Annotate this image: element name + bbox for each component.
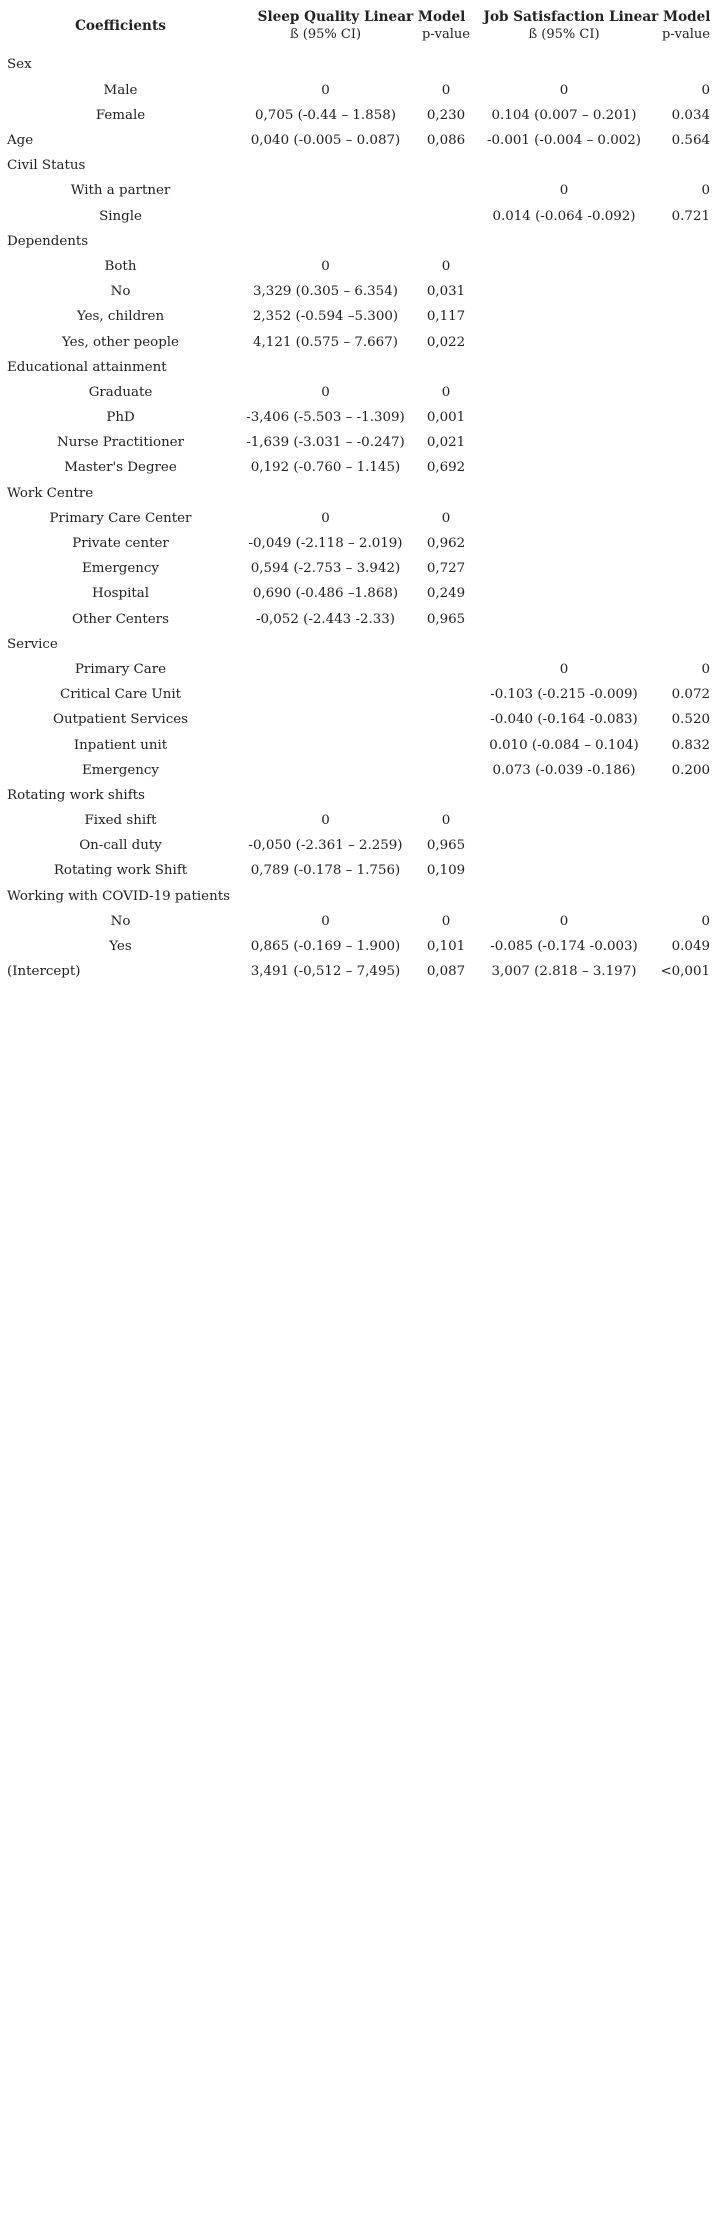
sleep-beta-ci-cell: 0 (321, 258, 330, 274)
row-label: Private center (72, 536, 169, 552)
job-p-value-cell: 0.832 (671, 737, 710, 753)
job-beta-ci-cell (482, 581, 646, 606)
table-row (0, 934, 712, 959)
section-label: Service (7, 636, 58, 652)
job-beta-ci-cell (482, 254, 646, 279)
sleep-p-value-cell (410, 657, 482, 682)
sleep-beta-ci-cell: 0 (321, 82, 330, 98)
job-beta-ci-cell (482, 556, 646, 581)
table-row (0, 531, 712, 556)
table-row (0, 808, 712, 833)
sleep-beta-ci-cell: 0,594 (-2.753 – 3.942) (250, 561, 401, 577)
job-p-value-cell: 0.049 (671, 939, 710, 955)
sleep-beta-ci-cell: -1,639 (-3.031 – -0.247) (246, 435, 405, 451)
row-label: Critical Care Unit (60, 687, 181, 703)
row-label: Female (95, 107, 146, 123)
sleep-p-value-cell: 0 (441, 258, 451, 274)
sleep-beta-ci-cell: 0,690 (-0.486 –1.868) (252, 586, 399, 602)
job-p-value-cell: 0 (701, 183, 710, 199)
table-row (0, 329, 712, 354)
job-beta-ci-cell: 0.104 (0.007 – 0.201) (491, 107, 637, 123)
sleep-beta-ci-cell: -0,050 (-2.361 – 2.259) (248, 838, 403, 854)
job-p-value-cell (646, 254, 712, 279)
job-p-value-cell: <0,001 (660, 964, 710, 980)
table-row (0, 758, 712, 783)
sleep-beta-ci-cell (241, 178, 410, 203)
table-body (0, 52, 712, 984)
sleep-p-value-cell: 0,031 (426, 284, 466, 300)
sleep-beta-ci-cell: 0 (321, 510, 330, 526)
sleep-p-value-cell (410, 707, 482, 732)
job-p-value-cell (646, 405, 712, 430)
sleep-beta-ci-cell: 0,192 (-0.760 – 1.145) (250, 460, 401, 476)
section-data-row (0, 959, 712, 984)
sleep-beta-ci-cell: -0,052 (-2.443 -2.33) (255, 611, 396, 627)
job-beta-ci-cell: -0.103 (-0.215 -0.009) (490, 687, 638, 703)
sleep-p-value-cell: 0,086 (426, 133, 466, 149)
table-row (0, 607, 712, 632)
job-p-value-cell (646, 581, 712, 606)
job-beta-ci-cell (482, 430, 646, 455)
job-p-value-cell (646, 506, 712, 531)
sleep-beta-ci-cell: 0,040 (-0.005 – 0.087) (250, 133, 401, 149)
section-row (0, 783, 712, 808)
row-label: Primary Care (74, 661, 167, 677)
table-row (0, 103, 712, 128)
job-beta-ci-cell: 3,007 (2.818 – 3.197) (491, 964, 637, 980)
row-label: Age (7, 133, 34, 149)
sleep-p-value-cell: 0,692 (426, 460, 466, 476)
sleep-p-value-cell: 0,001 (426, 410, 466, 426)
coefficients-table (0, 0, 712, 984)
job-p-value-cell (646, 304, 712, 329)
sleep-p-value-cell: 0,962 (426, 536, 466, 552)
job-satisfaction-model-header: Job Satisfaction Linear Model (483, 9, 711, 26)
sleep-quality-model-header: Sleep Quality Linear Model (257, 9, 466, 26)
row-label: (Intercept) (7, 964, 81, 980)
table-row (0, 380, 712, 405)
job-p-value-cell (646, 279, 712, 304)
sleep-beta-ci-cell: 3,329 (0.305 – 6.354) (253, 284, 398, 300)
job-p-value-cell (646, 380, 712, 405)
section-label: Civil Status (7, 158, 86, 174)
sleep-beta-ci-cell (241, 682, 410, 707)
section-data-row (0, 128, 712, 153)
job-p-value-cell: 0.072 (671, 687, 710, 703)
sleep-p-value-cell: 0 (441, 384, 451, 400)
row-label: Both (104, 258, 137, 274)
job-beta-ci-cell (482, 304, 646, 329)
row-label: Yes (109, 939, 132, 955)
job-beta-ci-cell: 0.014 (-0.064 -0.092) (492, 208, 636, 224)
row-label: Other Centers (72, 611, 169, 627)
row-label: Single (99, 208, 142, 224)
job-beta-ci-cell: 0 (559, 82, 569, 98)
job-p-value-cell (646, 329, 712, 354)
row-label: Rotating work Shift (53, 863, 188, 879)
table-row (0, 657, 712, 682)
job-beta-ci-cell: -0.001 (-0.004 – 0.002) (487, 133, 641, 149)
job-beta-ci-header: ß (95% CI) (528, 27, 600, 43)
sleep-beta-ci-cell: 0 (321, 384, 330, 400)
row-label: Emergency (82, 561, 159, 577)
table-row (0, 707, 712, 732)
table-row (0, 430, 712, 455)
sleep-beta-ci-header: ß (95% CI) (289, 27, 362, 43)
section-label: Dependents (7, 233, 89, 249)
sleep-p-value-cell: 0,087 (426, 964, 466, 980)
job-beta-ci-cell: 0.010 (-0.084 – 0.104) (489, 737, 639, 753)
sleep-p-value-cell: 0,101 (426, 939, 466, 955)
sleep-beta-ci-cell (241, 204, 410, 229)
section-row (0, 632, 712, 657)
section-label: Rotating work shifts (7, 787, 145, 803)
job-p-value-cell (646, 556, 712, 581)
sleep-beta-ci-cell (241, 732, 410, 757)
row-label: No (110, 284, 131, 300)
sleep-beta-ci-cell: 0,865 (-0.169 – 1.900) (250, 939, 401, 955)
job-p-value-cell (646, 607, 712, 632)
section-row (0, 481, 712, 506)
row-label: Graduate (88, 384, 153, 400)
sleep-p-value-cell: 0,965 (426, 611, 466, 627)
section-row (0, 884, 712, 909)
table-row (0, 833, 712, 858)
job-p-value-cell (646, 531, 712, 556)
job-beta-ci-cell (482, 808, 646, 833)
job-p-value-cell (646, 455, 712, 480)
sleep-p-value-cell: 0 (441, 82, 451, 98)
row-label: Emergency (82, 762, 159, 778)
job-p-value-cell: 0.034 (671, 107, 710, 123)
section-row (0, 153, 712, 178)
job-p-value-cell (646, 858, 712, 883)
sleep-p-value-cell: 0,727 (426, 561, 466, 577)
sleep-p-value-cell: 0,249 (426, 586, 466, 602)
row-label: Master's Degree (64, 460, 177, 476)
sleep-p-value-cell (410, 178, 482, 203)
sleep-p-value-cell: 0 (441, 510, 451, 526)
sleep-beta-ci-cell: -3,406 (-5.503 – -1.309) (246, 410, 405, 426)
table-header-row (0, 0, 712, 27)
sleep-beta-ci-cell (241, 758, 410, 783)
sleep-p-value-cell: 0 (441, 813, 451, 829)
job-p-value-cell: 0.721 (671, 208, 710, 224)
table-row (0, 405, 712, 430)
table-row (0, 556, 712, 581)
row-label: No (110, 913, 131, 929)
section-label: Work Centre (7, 485, 94, 501)
sleep-beta-ci-cell (241, 657, 410, 682)
sleep-p-value-cell: 0,965 (426, 838, 466, 854)
sleep-beta-ci-cell: 0 (321, 813, 330, 829)
table-row (0, 78, 712, 103)
table-row (0, 204, 712, 229)
sleep-p-value-cell: 0,109 (426, 863, 466, 879)
job-beta-ci-cell (482, 506, 646, 531)
row-label: Male (103, 82, 138, 98)
table-row (0, 909, 712, 934)
job-beta-ci-cell: -0.040 (-0.164 -0.083) (490, 712, 638, 728)
sleep-beta-ci-cell: 0,705 (-0.44 – 1.858) (255, 107, 396, 123)
sleep-p-value-cell: 0,022 (426, 334, 466, 350)
section-row (0, 229, 712, 254)
section-row (0, 52, 712, 77)
job-beta-ci-cell (482, 531, 646, 556)
sleep-p-value-cell: 0,117 (426, 309, 466, 325)
table-row (0, 506, 712, 531)
job-p-value-cell (646, 808, 712, 833)
table-row (0, 178, 712, 203)
row-label: Outpatient Services (52, 712, 189, 728)
job-p-value-cell: 0.200 (671, 762, 710, 778)
row-label: Yes, children (76, 309, 165, 325)
table-row (0, 732, 712, 757)
table-row (0, 581, 712, 606)
row-label: Hospital (91, 586, 150, 602)
job-beta-ci-cell (482, 607, 646, 632)
sleep-beta-ci-cell: 3,491 (-0,512 – 7,495) (250, 964, 401, 980)
sleep-p-value-cell (410, 204, 482, 229)
row-label: Yes, other people (62, 334, 179, 350)
row-label: With a partner (70, 183, 171, 199)
row-label: On-call duty (79, 838, 162, 854)
table-row (0, 254, 712, 279)
sleep-beta-ci-cell: 2,352 (-0.594 –5.300) (252, 309, 399, 325)
job-p-value-header: p-value (661, 27, 710, 43)
row-label: Primary Care Center (49, 510, 192, 526)
job-p-value-cell: 0.564 (671, 133, 710, 149)
table-row (0, 682, 712, 707)
job-p-value-cell (646, 833, 712, 858)
section-row (0, 355, 712, 380)
sleep-beta-ci-cell (241, 707, 410, 732)
sleep-p-value-cell (410, 758, 482, 783)
job-beta-ci-cell (482, 380, 646, 405)
table-row (0, 858, 712, 883)
job-p-value-cell (646, 430, 712, 455)
job-beta-ci-cell (482, 405, 646, 430)
sleep-beta-ci-cell: 0,789 (-0.178 – 1.756) (250, 863, 401, 879)
section-label: Working with COVID-19 patients (7, 888, 230, 904)
sleep-p-value-cell: 0,230 (426, 107, 466, 123)
sleep-beta-ci-cell: -0,049 (-2.118 – 2.019) (248, 536, 403, 552)
sleep-p-value-cell: 0,021 (426, 435, 466, 451)
sleep-p-value-cell (410, 682, 482, 707)
section-label: Sex (7, 57, 32, 73)
row-label: Fixed shift (84, 813, 157, 829)
job-p-value-cell: 0 (701, 913, 710, 929)
job-beta-ci-cell (482, 279, 646, 304)
job-beta-ci-cell: 0.073 (-0.039 -0.186) (492, 762, 636, 778)
job-p-value-cell: 0 (701, 661, 710, 677)
job-beta-ci-cell: 0 (559, 661, 569, 677)
sleep-p-value-header: p-value (421, 27, 471, 43)
row-label: Nurse Practitioner (56, 435, 185, 451)
job-beta-ci-cell (482, 833, 646, 858)
job-p-value-cell: 0.520 (671, 712, 710, 728)
table-row (0, 304, 712, 329)
sleep-beta-ci-cell: 4,121 (0.575 – 7.667) (253, 334, 398, 350)
sleep-p-value-cell (410, 732, 482, 757)
job-p-value-cell: 0 (701, 82, 710, 98)
job-beta-ci-cell (482, 329, 646, 354)
table-row (0, 455, 712, 480)
sleep-beta-ci-cell: 0 (321, 913, 330, 929)
coefficients-header: Coefficients (75, 18, 166, 35)
job-beta-ci-cell (482, 455, 646, 480)
job-beta-ci-cell: -0.085 (-0.174 -0.003) (490, 939, 638, 955)
row-label: Inpatient unit (73, 737, 168, 753)
section-label: Educational attainment (7, 359, 167, 375)
job-beta-ci-cell: 0 (559, 183, 569, 199)
sleep-p-value-cell: 0 (441, 913, 451, 929)
table-row (0, 279, 712, 304)
job-beta-ci-cell (482, 858, 646, 883)
row-label: PhD (106, 410, 135, 426)
job-beta-ci-cell: 0 (559, 913, 569, 929)
